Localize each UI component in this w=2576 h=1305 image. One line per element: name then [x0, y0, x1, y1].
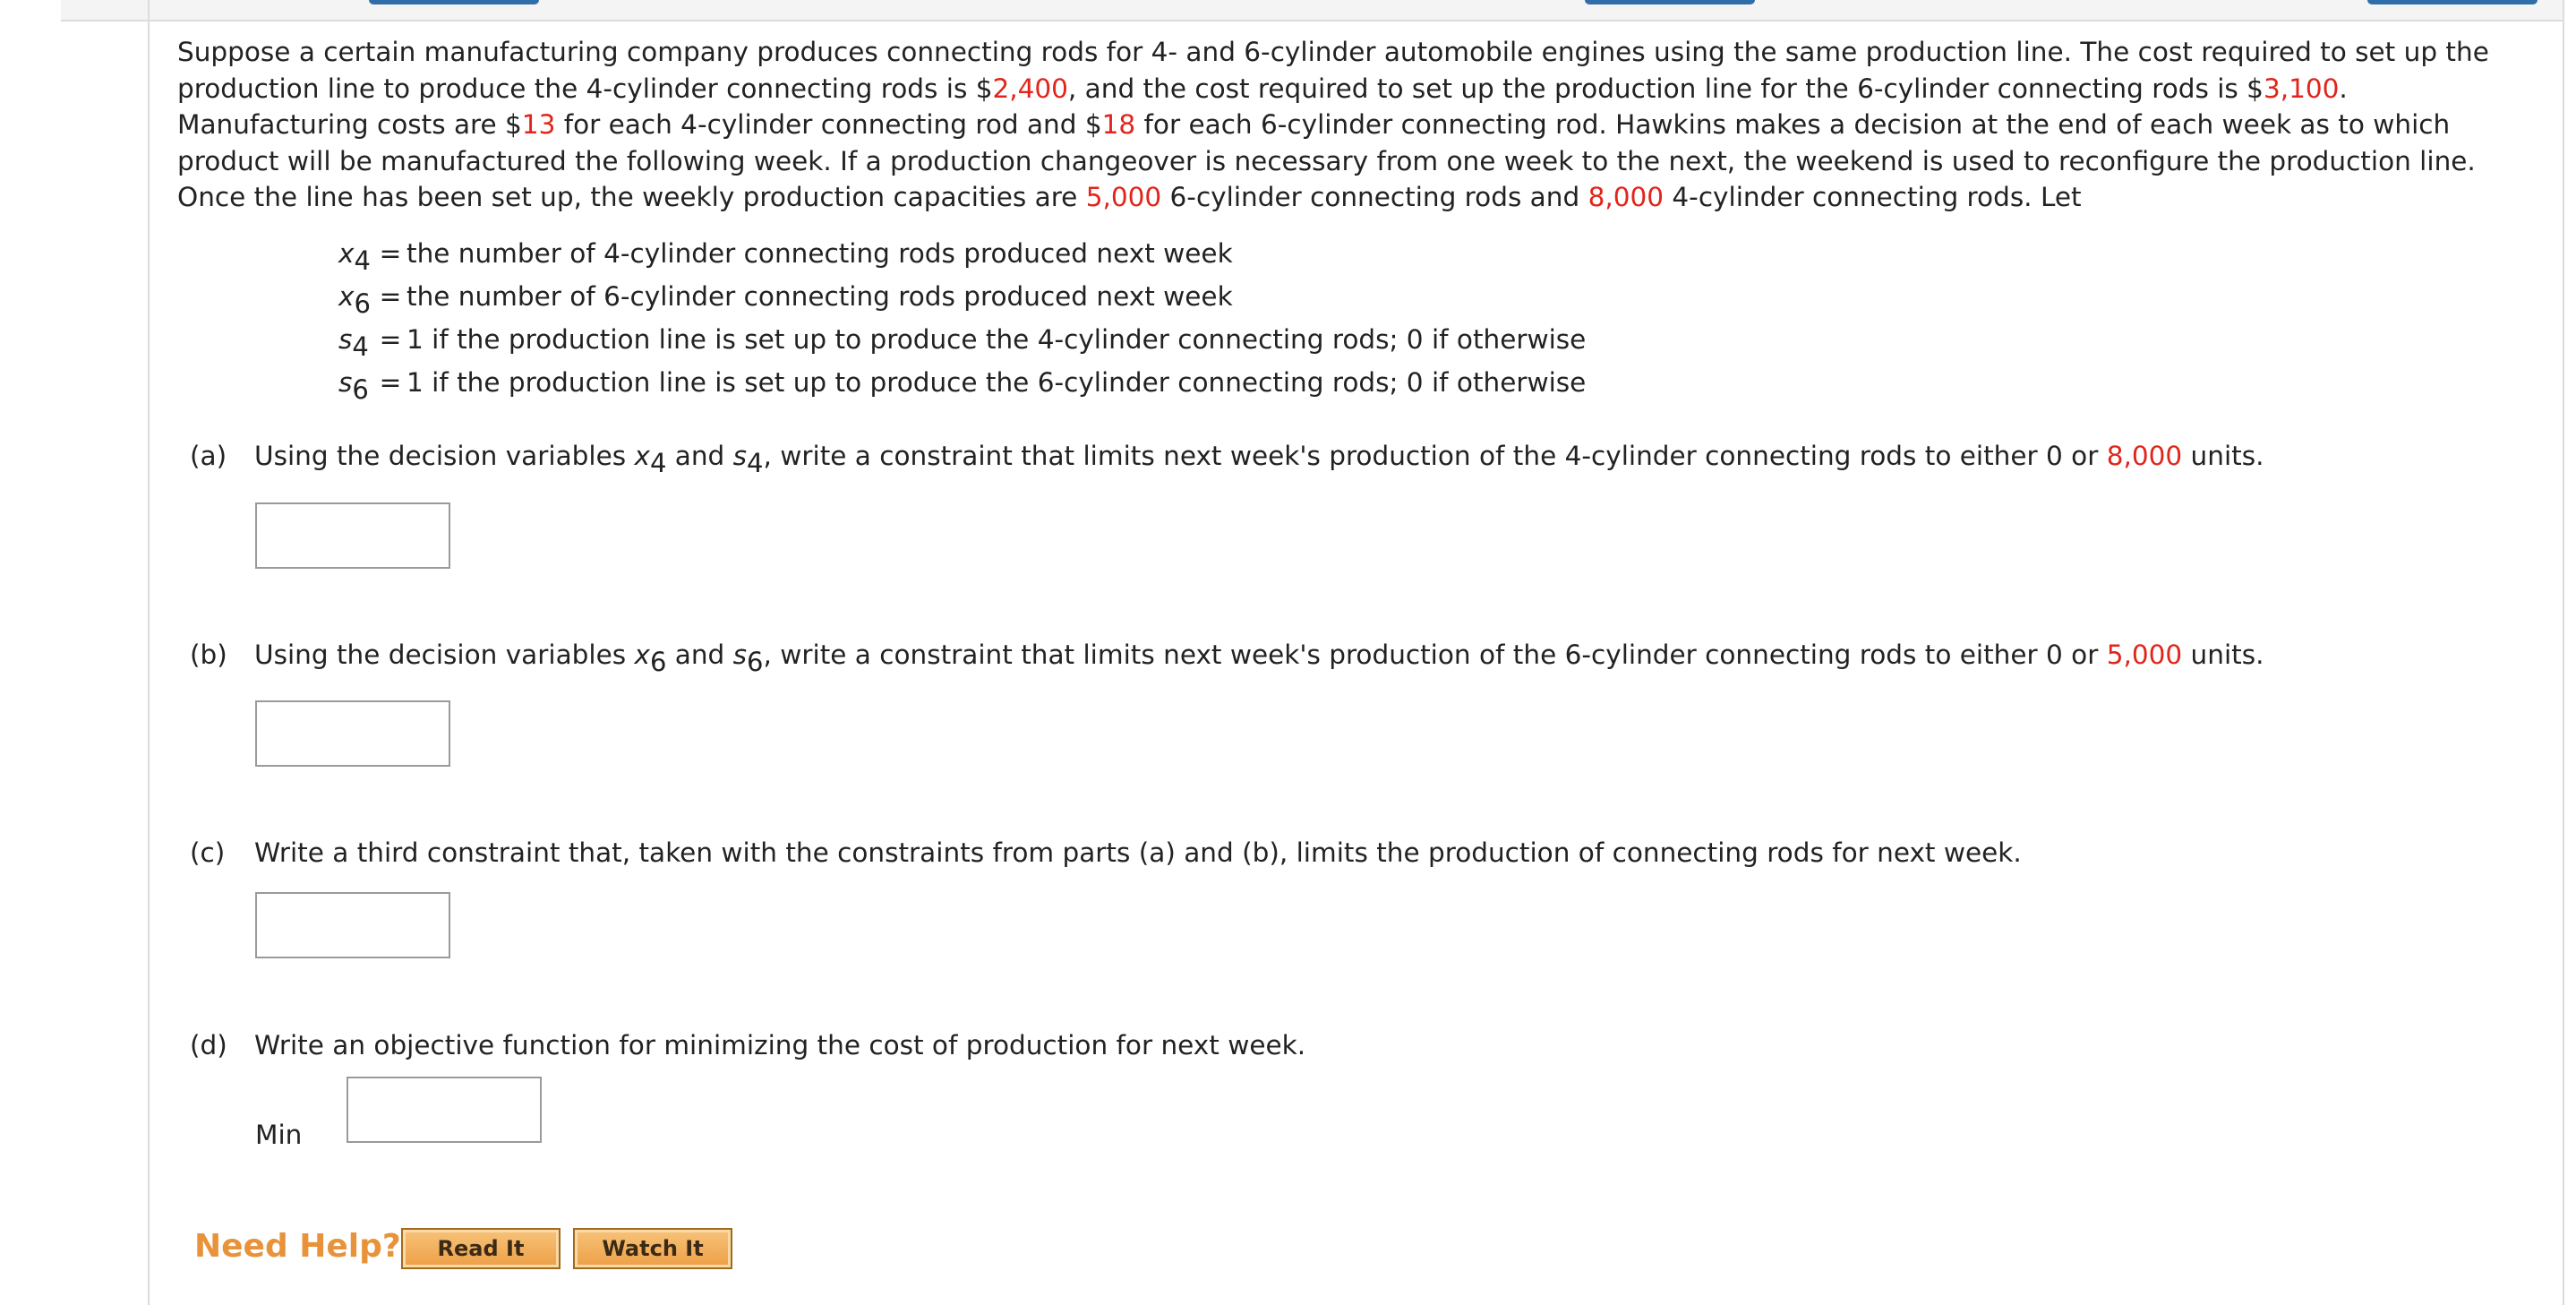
- left-divider: [148, 0, 150, 1305]
- variable-symbol: $x_4$: [338, 238, 371, 276]
- capacity-6: 5,000: [1085, 182, 1162, 212]
- part-label: (d): [190, 1030, 227, 1060]
- part-a-question: (a) Using the decision variables $x_4$ and $s_4$, write a constraint that limits next week's production of the 4-cylinder connecting rods to either 0 or 8,000 units.: [190, 441, 2264, 478]
- setup-cost-4: 2,400: [992, 73, 1068, 104]
- part-label: (a): [190, 441, 227, 471]
- watch-it-button[interactable]: Watch It: [573, 1228, 732, 1269]
- definition-text: 1 if the production line is set up to produce the 6-cylinder connecting rods; 0 if otherwise: [407, 367, 1587, 398]
- part-d-question: (d) Write an objective function for minimizing the cost of production for next week.: [190, 1030, 1306, 1060]
- definition-s6: [338, 367, 1586, 410]
- definition-text: 1 if the production line is set up to produce the 4-cylinder connecting rods; 0 if otherwise: [407, 324, 1587, 355]
- definition-x6: [338, 281, 1586, 324]
- part-a-answer-input[interactable]: [255, 502, 450, 569]
- part-d-answer-input[interactable]: [347, 1077, 542, 1143]
- min-label: Min: [255, 1120, 303, 1150]
- definition-text: the number of 4-cylinder connecting rods produced next week: [407, 238, 1233, 269]
- definition-text: the number of 6-cylinder connecting rods produced next week: [407, 281, 1233, 312]
- read-it-button[interactable]: Read It: [401, 1228, 561, 1269]
- variable-symbol: $s_6$: [338, 367, 369, 405]
- part-c-question: (c) Write a third constraint that, taken with the constraints from parts (a) and (b), limits the production of connecting rods for next week.: [190, 837, 2022, 868]
- prompt-text: 6-cylinder connecting rods and: [1161, 182, 1588, 212]
- equals-sign: =: [379, 324, 402, 355]
- unit-cost-4: 13: [521, 109, 556, 140]
- right-divider: [2563, 0, 2564, 1305]
- variable-symbol: $s_4$: [338, 324, 369, 362]
- part-label: (b): [190, 640, 227, 670]
- definition-s4: [338, 324, 1586, 367]
- capacity-value: 8,000: [2106, 441, 2183, 471]
- prompt-text: , and the cost required to set up the production line for the 6-cylinder connecting rods is $: [1067, 73, 2264, 104]
- prompt-text: for each 6-cylinder connecting rod. Hawkins makes a decision at the end of each week as to which product will be manufactured the following week. If a production changeover is necessary from one week to the next, the weekend is used to reconfigure the production line. Once the line has been set up, the weekly production capacities are: [177, 109, 2476, 212]
- toolbar-tab-1[interactable]: [369, 0, 539, 4]
- toolbar-tab-3[interactable]: [2367, 0, 2537, 4]
- problem-statement: [177, 34, 2541, 216]
- prompt-text: . Manufacturing costs are $: [177, 73, 2348, 140]
- equals-sign: =: [379, 281, 402, 312]
- capacity-value: 5,000: [2106, 640, 2183, 670]
- part-label: (c): [190, 837, 226, 868]
- need-help-label: Need Help?: [194, 1228, 401, 1265]
- variable-definitions: [338, 238, 1586, 410]
- variable-symbol: $x_6$: [338, 281, 371, 319]
- part-b-answer-input[interactable]: [255, 700, 450, 767]
- prompt-text: Suppose a certain manufacturing company produces connecting rods for 4- and 6-cylinder automobile engines using the same production line. The cost required to set up the production line to produce the 4-cylinder connecting rods is $: [177, 37, 2489, 104]
- equals-sign: =: [379, 238, 402, 269]
- prompt-text: 4-cylinder connecting rods. Let: [1664, 182, 2082, 212]
- capacity-4: 8,000: [1588, 182, 1665, 212]
- part-b-question: (b) Using the decision variables $x_6$ and $s_6$, write a constraint that limits next week's production of the 6-cylinder connecting rods to either 0 or 5,000 units.: [190, 640, 2264, 677]
- toolbar-tab-2[interactable]: [1585, 0, 1755, 4]
- setup-cost-6: 3,100: [2263, 73, 2340, 104]
- part-c-answer-input[interactable]: [255, 892, 450, 958]
- definition-x4: [338, 238, 1586, 281]
- equals-sign: =: [379, 367, 402, 398]
- unit-cost-6: 18: [1101, 109, 1136, 140]
- prompt-text: for each 4-cylinder connecting rod and $: [555, 109, 1102, 140]
